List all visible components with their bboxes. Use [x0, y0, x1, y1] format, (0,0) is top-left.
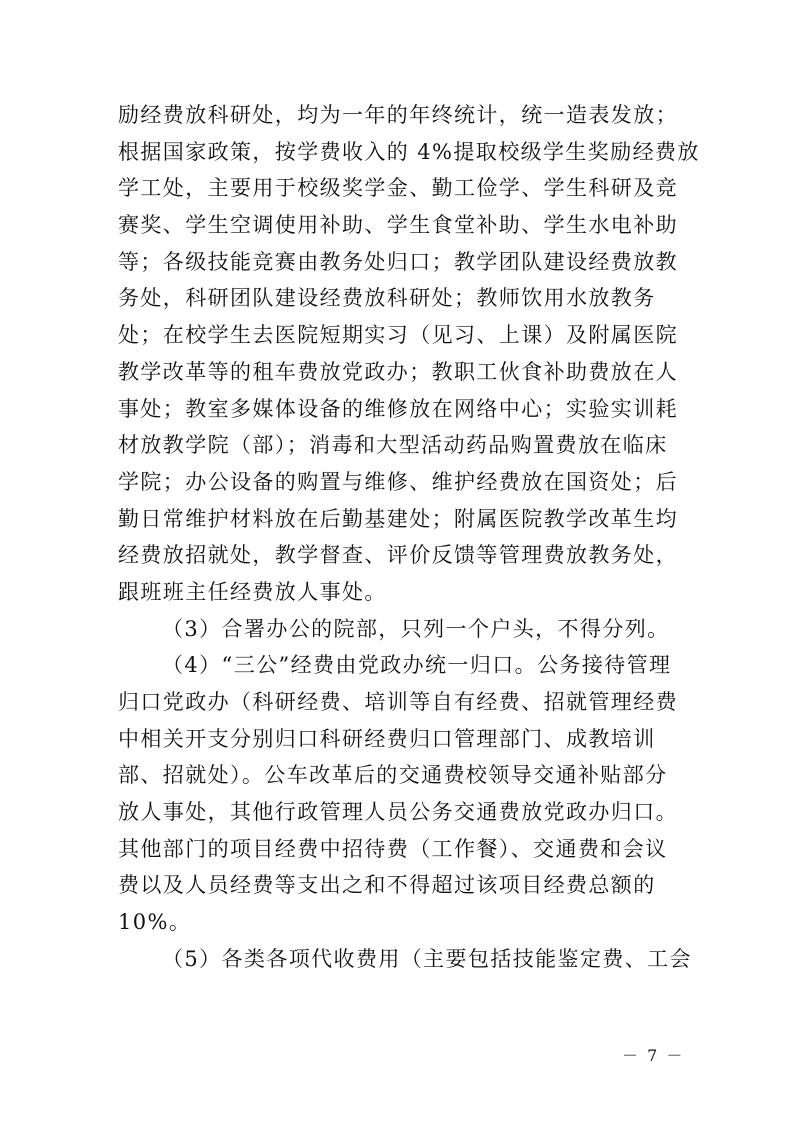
paragraph-5-heading-line: （5）各类各项代收费用（主要包括技能鉴定费、工会 [162, 946, 692, 971]
text-line: 10%。 [118, 910, 192, 935]
text-line: 学工处，主要用于校级奖学金、勤工俭学、学生科研及竞 [118, 176, 678, 201]
text-line: 教学改革等的租车费放党政办；教职工伙食补助费放在人 [118, 359, 678, 384]
paragraph-3-heading-line: （3）合署办公的院部，只列一个户头，不得分列。 [162, 616, 670, 641]
text-line: 务处，科研团队建设经费放科研处；教师饮用水放教务 [118, 286, 656, 311]
text-line: 根据国家政策，按学费收入的 4%提取校级学生奖励经费放 [118, 139, 700, 164]
text-line: 费以及人员经费等支出之和不得超过该项目经费总额的 [118, 873, 656, 898]
text-line: 中相关开支分别归口科研经费归口管理部门、成教培训 [118, 726, 656, 751]
document-body [118, 97, 700, 978]
text-line: 部、招就处）。公车改革后的交通费校领导交通补贴部分 [118, 763, 668, 788]
text-line: 跟班班主任经费放人事处。 [118, 579, 387, 604]
text-line: 材放教学院（部）；消毒和大型活动药品购置费放在临床 [118, 433, 668, 458]
text-line: 等；各级技能竞赛由教务处归口；教学团队建设经费放教 [118, 249, 678, 274]
text-line: 勤日常维护材料放在后勤基建处；附属医院教学改革生均 [118, 506, 678, 531]
text-line: 励经费放科研处，均为一年的年终统计，统一造表发放； [118, 103, 678, 127]
text-line: 放人事处，其他行政管理人员公务交通费放党政办归口。 [118, 800, 678, 825]
text-line: 事处；教室多媒体设备的维修放在网络中心；实验实训耗 [118, 396, 678, 421]
page-number: － 7 － [622, 1046, 685, 1065]
text-line: 处；在校学生去医院短期实习（见习、上课）及附属医院 [118, 323, 678, 348]
text-line: 归口党政办（科研经费、培训等自有经费、招就管理经费 [118, 690, 678, 714]
text-line: 其他部门的项目经费中招待费（工作餐）、交通费和会议 [118, 836, 668, 861]
text-line: 经费放招就处，教学督查、评价反馈等管理费放教务处， [118, 543, 678, 568]
text-line: 赛奖、学生空调使用补助、学生食堂补助、学生水电补助 [118, 213, 678, 238]
paragraph-4-heading-line: （4）“三公”经费由党政办统一归口。公务接待管理 [162, 653, 672, 678]
text-line: 学院；办公设备的购置与维修、维护经费放在国资处；后 [118, 469, 678, 494]
